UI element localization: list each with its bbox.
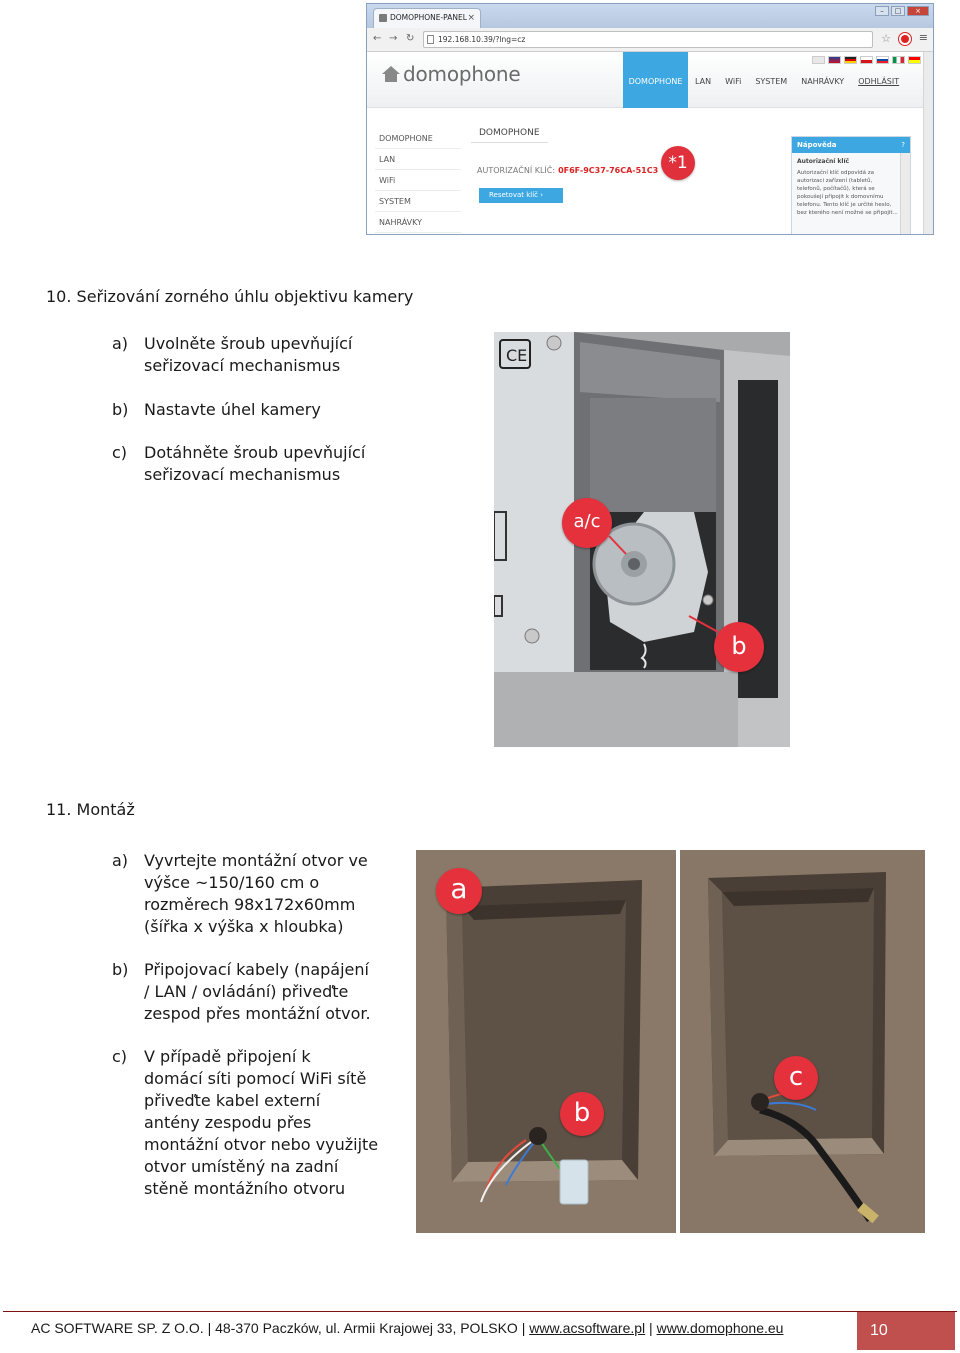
bookmark-star-icon[interactable]: ☆	[881, 32, 891, 45]
section-11-item-b	[112, 959, 371, 1025]
section-10-item-c	[112, 442, 365, 486]
auth-key-label: AUTORIZAČNÍ KLÍČ:	[477, 166, 556, 175]
extension-icon[interactable]	[899, 33, 911, 45]
nav-system[interactable]: SYSTEM	[755, 77, 788, 86]
sidebar-item-system[interactable]: SYSTEM	[375, 191, 461, 212]
window-controls	[875, 6, 929, 16]
minimize-icon[interactable]: –	[875, 6, 889, 16]
item-line: otvor umístěný na zadní	[144, 1157, 339, 1176]
address-bar	[367, 28, 933, 52]
item-line: antény zespodu přes	[144, 1113, 312, 1132]
badge-a: a	[436, 868, 482, 914]
nav-recordings[interactable]: NAHRÁVKY	[801, 77, 845, 86]
item-label: b)	[112, 400, 129, 419]
tab-close-icon[interactable]: ×	[467, 13, 475, 23]
item-line: Uvolněte šroub upevňující	[144, 334, 353, 353]
sidebar	[375, 128, 461, 233]
item-line: rozměrech 98x172x60mm	[144, 895, 356, 914]
item-line: Dotáhněte šroub upevňující	[144, 443, 366, 462]
item-line: V případě připojení k	[144, 1047, 311, 1066]
svg-text:CE: CE	[506, 346, 528, 365]
tab-title: DOMOPHONE-PANEL	[390, 13, 467, 22]
nav-lan[interactable]: LAN	[695, 77, 712, 86]
item-line: seřizovací mechanismus	[144, 356, 341, 375]
page-number: 10	[857, 1312, 955, 1350]
item-label: c)	[112, 443, 128, 462]
url-text: 192.168.10.39/?lng=cz	[438, 35, 526, 44]
site-body	[367, 108, 933, 235]
item-line: Připojovací kabely (napájení	[144, 960, 369, 979]
help-panel	[791, 136, 911, 235]
camera-adjustment-photo	[494, 332, 790, 747]
auth-key-row	[477, 166, 658, 175]
site-content	[367, 52, 933, 235]
section-11-heading: 11. Montáž	[46, 800, 135, 819]
browser-tabbar	[367, 4, 933, 28]
reset-key-button[interactable]: Resetovat klíč ›	[479, 188, 563, 203]
section-10-heading: 10. Seřizování zorného úhlu objektivu kamery	[46, 287, 414, 306]
footer-link-domophone[interactable]: www.domophone.eu	[656, 1320, 784, 1336]
nav-wifi[interactable]: WiFi	[725, 77, 742, 86]
badge-a-c: a/c	[562, 498, 612, 548]
item-label: a)	[112, 334, 129, 353]
section-11-item-a	[112, 850, 368, 938]
maximize-icon[interactable]: □	[891, 6, 905, 16]
page-icon	[427, 35, 434, 44]
help-subtitle: Autorizační klíč	[797, 158, 850, 165]
flag-other-icon[interactable]	[908, 56, 921, 64]
window-close-icon[interactable]: ×	[907, 6, 929, 16]
browser-screenshot	[366, 3, 934, 235]
mounting-hole-photo-antenna	[680, 850, 925, 1233]
camera-photo-drawing	[494, 332, 790, 747]
item-line: montážní otvor nebo využijte	[144, 1135, 379, 1154]
sidebar-item-domophone[interactable]: DOMOPHONE	[375, 128, 461, 149]
page-scrollbar[interactable]	[923, 52, 933, 235]
footer	[31, 1320, 783, 1336]
badge-b: b	[560, 1092, 604, 1136]
item-label: a)	[112, 851, 129, 870]
back-arrow-icon[interactable]: ←	[373, 33, 382, 44]
nav-domophone[interactable]: DOMOPHONE	[623, 52, 688, 108]
sidebar-item-recordings[interactable]: NAHRÁVKY	[375, 212, 461, 233]
annotation-badge: *1	[661, 146, 695, 180]
help-question-icon[interactable]: ?	[901, 141, 905, 149]
item-line: stěně montážního otvoru	[144, 1179, 346, 1198]
section-title: DOMOPHONE	[471, 124, 548, 143]
item-line: (šířka x výška x hloubka)	[144, 917, 344, 936]
item-line: přiveďte kabel externí	[144, 1091, 321, 1110]
url-input[interactable]	[423, 31, 873, 48]
item-line: domácí síti pomocí WiFi sítě	[144, 1069, 367, 1088]
house-icon	[381, 66, 401, 82]
browser-tab[interactable]	[373, 8, 481, 28]
wall-photo-drawing-antenna	[680, 850, 925, 1233]
help-title: Nápověda	[797, 141, 837, 149]
footer-link-acsoftware[interactable]: www.acsoftware.pl	[529, 1320, 646, 1336]
site-logo[interactable]	[381, 62, 520, 86]
item-line: zespod přes montážní otvor.	[144, 1004, 371, 1023]
help-header	[792, 137, 910, 153]
footer-divider	[3, 1311, 957, 1312]
item-label: c)	[112, 1047, 128, 1066]
section-10-item-b	[112, 399, 321, 421]
top-navigation	[623, 52, 906, 108]
mounting-hole-photo-cables	[416, 850, 676, 1233]
auth-key-value: 0F6F-9C37-76CA-51C3	[558, 166, 659, 175]
sidebar-item-lan[interactable]: LAN	[375, 149, 461, 170]
item-label: b)	[112, 960, 129, 979]
help-scrollbar[interactable]	[900, 153, 910, 235]
footer-company: AC SOFTWARE SP. Z O.O. | 48-370 Paczków, ul. Armii Krajowej 33, POLSKO |	[31, 1320, 530, 1336]
footer-separator: |	[645, 1320, 657, 1336]
forward-arrow-icon[interactable]: →	[389, 33, 398, 44]
item-line: seřizovací mechanismus	[144, 465, 341, 484]
sidebar-item-wifi[interactable]: WiFi	[375, 170, 461, 191]
item-line: výšce ~150/160 cm o	[144, 873, 320, 892]
item-line: Vyvrtejte montážní otvor ve	[144, 851, 368, 870]
badge-b: b	[714, 622, 764, 672]
item-line: Nastavte úhel kamery	[144, 400, 321, 419]
favicon-icon	[379, 14, 387, 22]
section-11-item-c	[112, 1046, 378, 1200]
nav-logout[interactable]: ODHLÁSIT	[858, 77, 900, 86]
reload-icon[interactable]: ↻	[406, 33, 415, 44]
logo-text: domophone	[403, 62, 521, 86]
item-line: / LAN / ovládání) přiveďte	[144, 982, 349, 1001]
help-text: Autorizační klíč odpovídá za autorizaci zařízení (tabletů, telefonů, počítačů), která se pokoušejí připojit k domovnímu telefonu. Tento klíč je určité heslo, bez kterého není možné se připojit...	[797, 170, 898, 216]
site-header	[367, 52, 933, 108]
menu-icon[interactable]: ≡	[918, 31, 928, 44]
section-10-item-a	[112, 333, 352, 377]
badge-c: c	[774, 1056, 818, 1100]
